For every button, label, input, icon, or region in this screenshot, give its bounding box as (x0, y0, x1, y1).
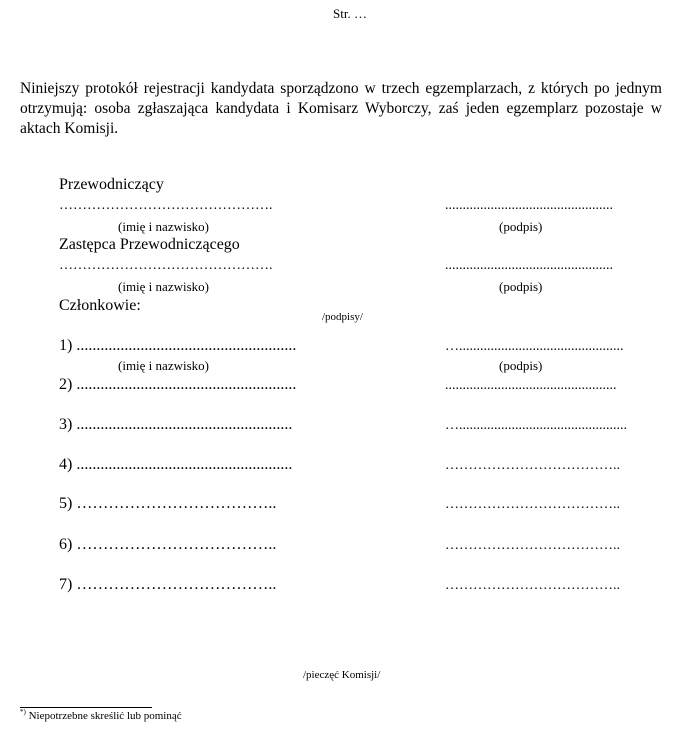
member-6-name-line: 6) ……………………………….. (59, 536, 277, 553)
stamp-caption: /pieczęć Komisji/ (303, 669, 381, 681)
signatures-caption: /podpisy/ (322, 311, 363, 323)
protocol-paragraph: Niniejszy protokół rejestracji kandydata sporządzono w trzech egzemplarzach, z których po jednym otrzymują: osoba zgłaszająca kandydata i Komisarz Wyborczy, zaś jeden egzemplarz pozostaje w aktach Komisji. (20, 80, 662, 137)
member-1-signature-line: …............................................... (445, 339, 624, 354)
member-5-name-line: 5) ……………………………….. (59, 495, 277, 512)
deputy-name-line: ………………………………………. (59, 258, 273, 273)
member-3-name-line: 3) ...................................................... (59, 416, 293, 433)
page-number: Str. … (333, 6, 367, 21)
member-7-name-line: 7) ……………………………….. (59, 576, 277, 593)
chair-name-line: ………………………………………. (59, 198, 273, 213)
chair-name-caption: (imię i nazwisko) (118, 219, 209, 234)
chair-signature-caption: (podpis) (499, 219, 543, 234)
deputy-label: Zastępca Przewodniczącego (59, 236, 240, 253)
footnote-marker: *) (20, 708, 26, 716)
member-1-signature-caption: (podpis) (499, 358, 543, 373)
member-4-name-line: 4) ...................................................... (59, 456, 293, 473)
member-1-name-caption: (imię i nazwisko) (118, 358, 209, 373)
member-7-signature-line: ……………………………….. (445, 578, 620, 593)
footnote-text: Niepotrzebne skreślić lub pominąć (25, 710, 182, 722)
member-5-signature-line: ……………………………….. (445, 497, 620, 512)
deputy-name-caption: (imię i nazwisko) (118, 279, 209, 294)
deputy-signature-caption: (podpis) (499, 279, 543, 294)
chair-label: Przewodniczący (59, 176, 164, 193)
chair-signature-line: ................................................ (445, 198, 613, 213)
members-label: Członkowie: (59, 297, 141, 314)
footnote (20, 710, 182, 722)
member-1-name-line: 1) ....................................................... (59, 337, 297, 354)
member-2-name-line: 2) ....................................................... (59, 376, 297, 393)
member-6-signature-line: ……………………………….. (445, 538, 620, 553)
member-4-signature-line: ……………………………….. (445, 458, 620, 473)
footnote-divider (20, 707, 152, 708)
member-3-signature-line: …................................................ (445, 418, 627, 433)
member-2-signature-line: ................................................. (445, 378, 617, 393)
deputy-signature-line: ................................................ (445, 258, 613, 273)
